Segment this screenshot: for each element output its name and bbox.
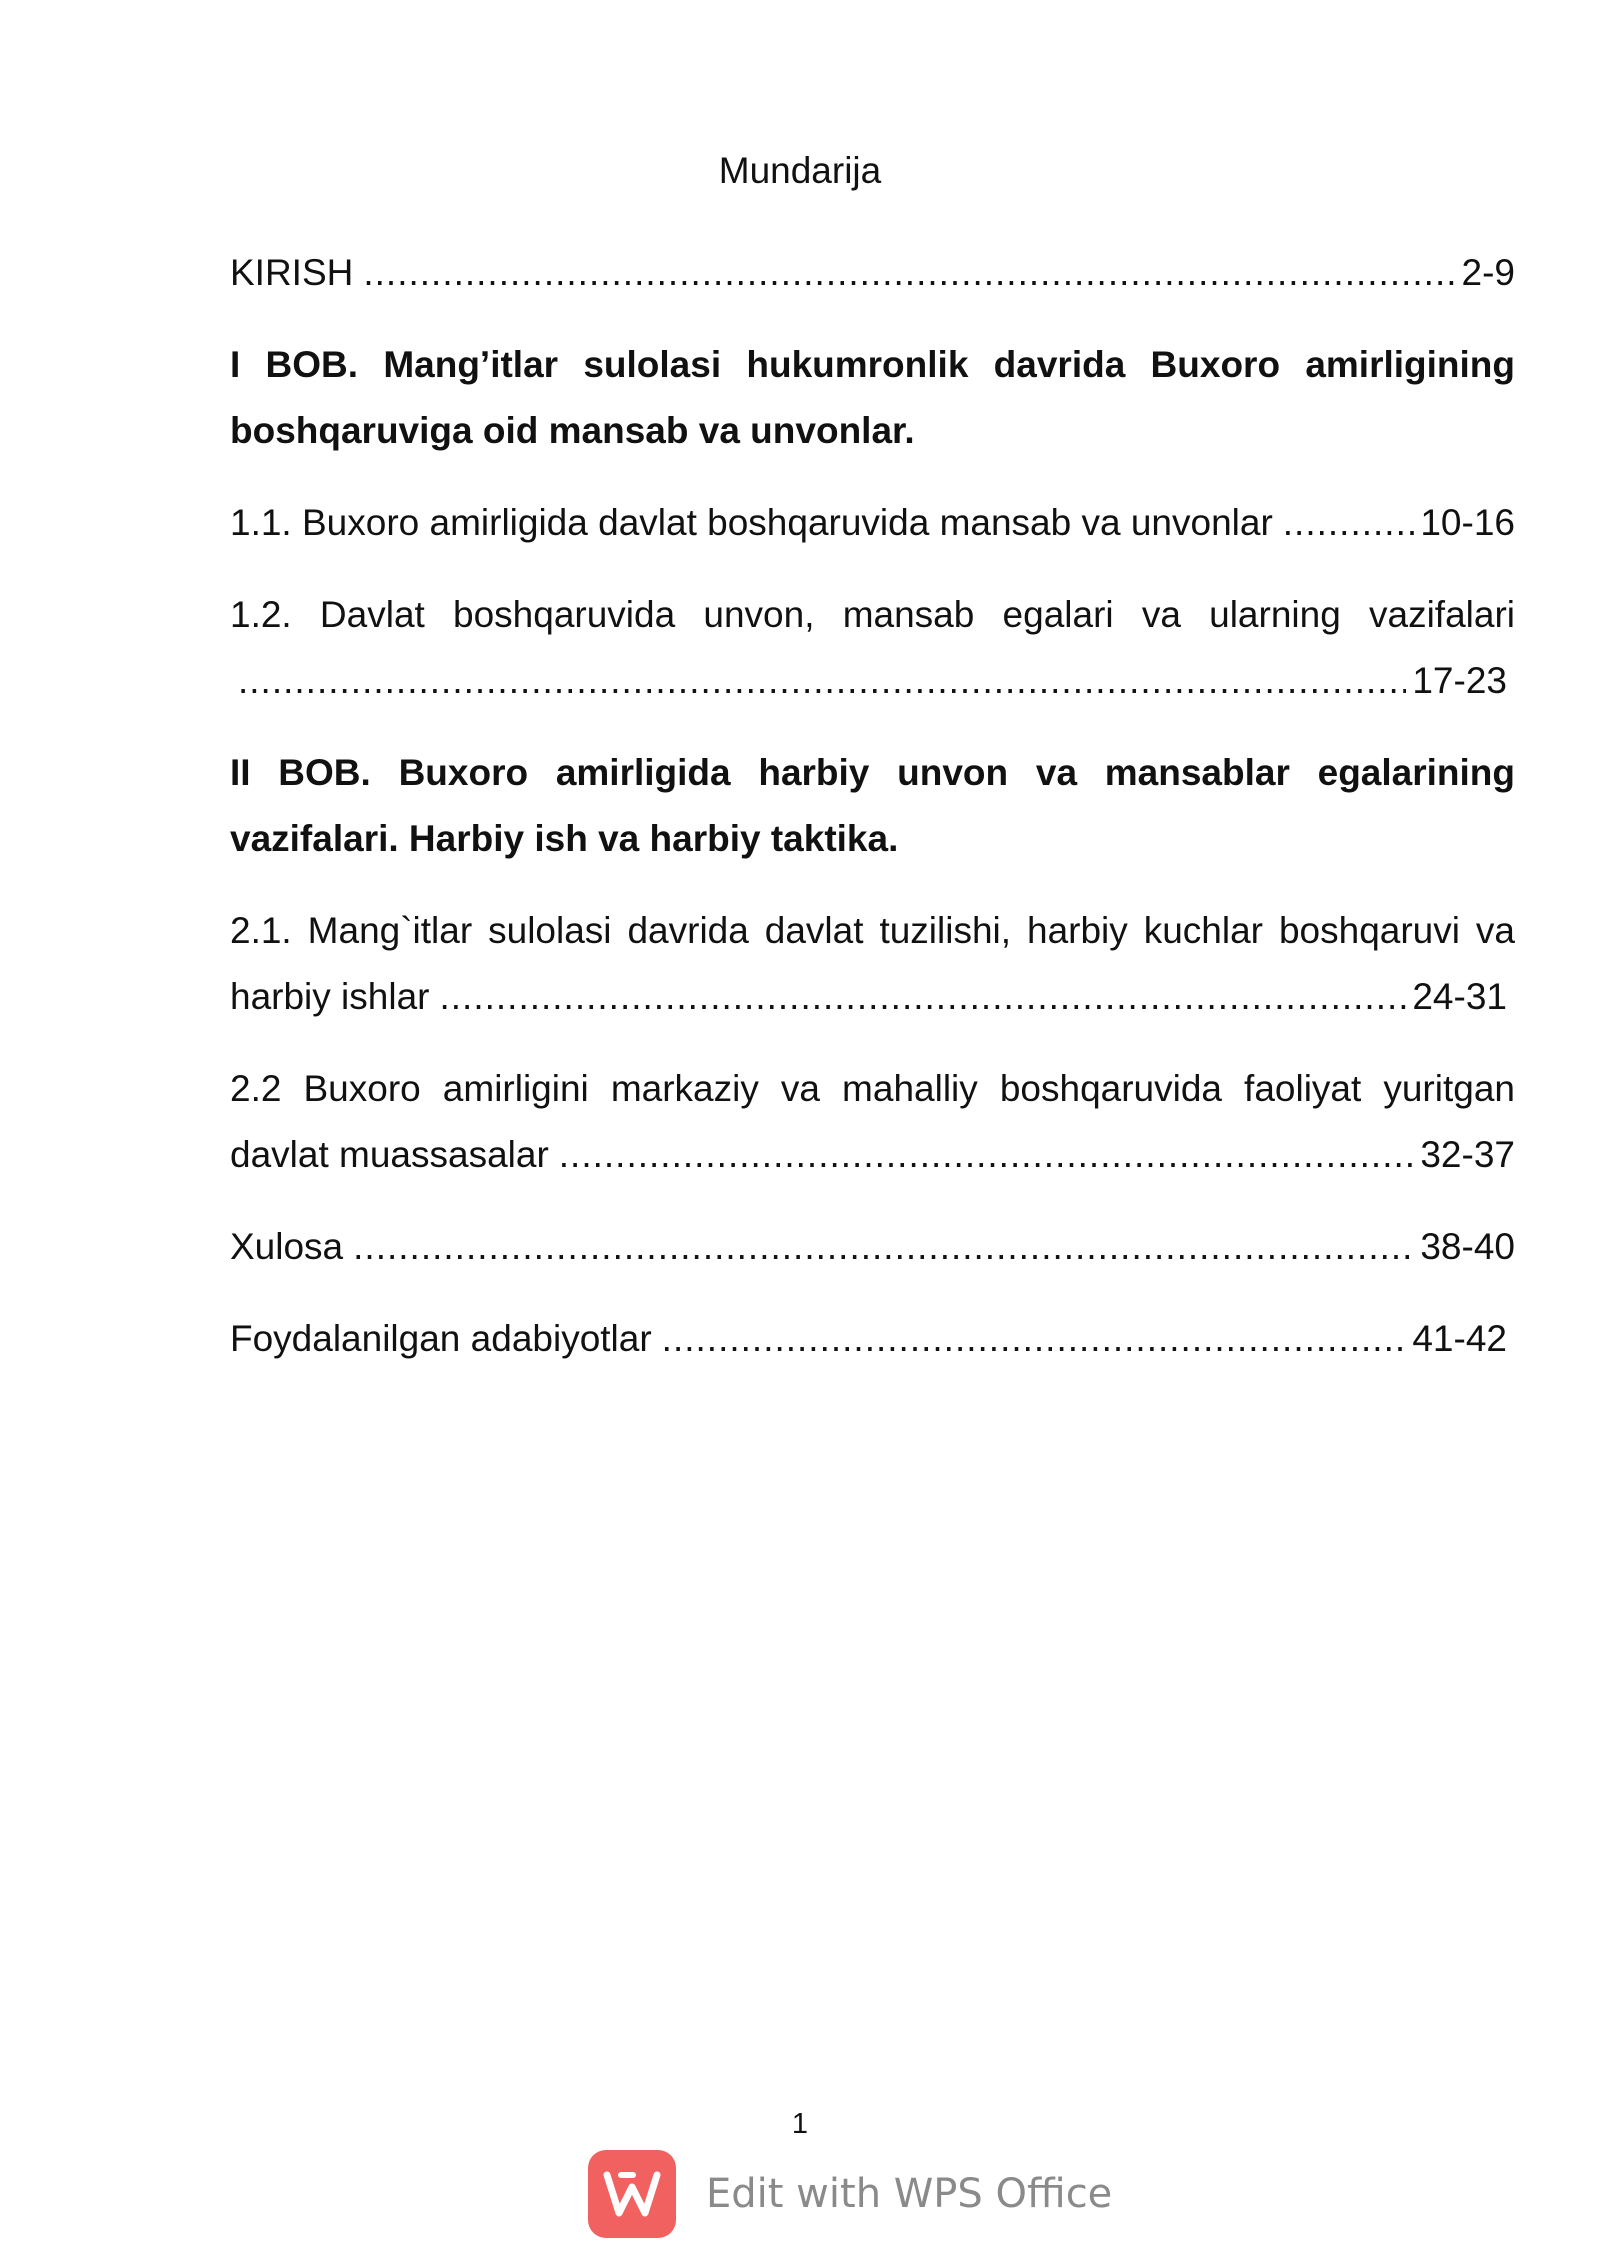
toc-entry-leader-row [230,964,1515,1030]
wps-office-logo-icon [588,2150,676,2238]
dot-leader [439,964,1406,1030]
toc-entry-1-2 [230,582,1515,714]
toc-entry-pages: 38-40 [1420,1226,1515,1267]
toc-entry-label: 1.2. Davlat boshqaruvida unvon, mansab egalari va ularning vazifalari [230,594,1515,635]
toc-entry-kirish [230,240,1515,306]
toc-entry-pages: 24-31 [1412,976,1507,1017]
toc-entry-label: Foydalanilgan adabiyotlar [230,1318,652,1359]
toc-entry-label-cont: davlat muassasalar [230,1134,549,1175]
toc-entry-pages: 17-23 [1412,660,1507,701]
toc-entry-label: Xulosa [230,1226,344,1267]
toc-entry-2-2 [230,1056,1515,1188]
toc-entry-leader-row [230,648,1515,714]
dot-leader [559,1122,1415,1188]
toc-entry-label: 2.2 Buxoro amirligini markaziy va mahalliy boshqaruvida faoliyat yuritgan [230,1068,1515,1109]
wps-watermark[interactable] [588,2150,1112,2238]
wps-watermark-text: Edit with WPS Office [706,2171,1113,2217]
toc-entry-label-cont: harbiy ishlar [230,976,430,1017]
toc-entry-pages: 32-37 [1420,1134,1515,1175]
toc-chapter-1: I BOB. Mang’itlar sulolasi hukumronlik davrida Buxoro amirligining boshqaruviga oid mansab va unvonlar. [230,344,1515,451]
toc-entry-1-1 [230,490,1515,556]
page-number: 1 [791,2108,809,2140]
toc-entry-pages: 10-16 [1420,502,1515,543]
toc-chapter-2: II BOB. Buxoro amirligida harbiy unvon va mansablar egalarining vazifalari. Harbiy ish va harbiy taktika. [230,752,1515,859]
dot-leader [238,648,1406,714]
page-title: Mundarija [718,150,882,191]
dot-leader [1283,490,1415,556]
dot-leader [353,1214,1414,1280]
toc-entry-adabiyotlar [230,1306,1515,1372]
wps-logo-glyph [603,2169,661,2219]
toc-entry-leader-row [230,1122,1515,1188]
toc-entry-label: 2.1. Mang`itlar sulolasi davrida davlat tuzilishi, harbiy kuchlar boshqaruvi va [230,910,1515,951]
toc-entry-xulosa [230,1214,1515,1280]
toc-entry-label: KIRISH [230,252,354,293]
table-of-contents [230,240,1515,1398]
toc-entry-label: 1.1. Buxoro amirligida davlat boshqaruvida mansab va unvonlar [230,502,1273,543]
toc-entry-pages: 2-9 [1461,252,1515,293]
toc-entry-pages: 41-42 [1412,1318,1507,1359]
toc-entry-2-1 [230,898,1515,1030]
dot-leader [662,1306,1407,1372]
dot-leader [363,240,1455,306]
